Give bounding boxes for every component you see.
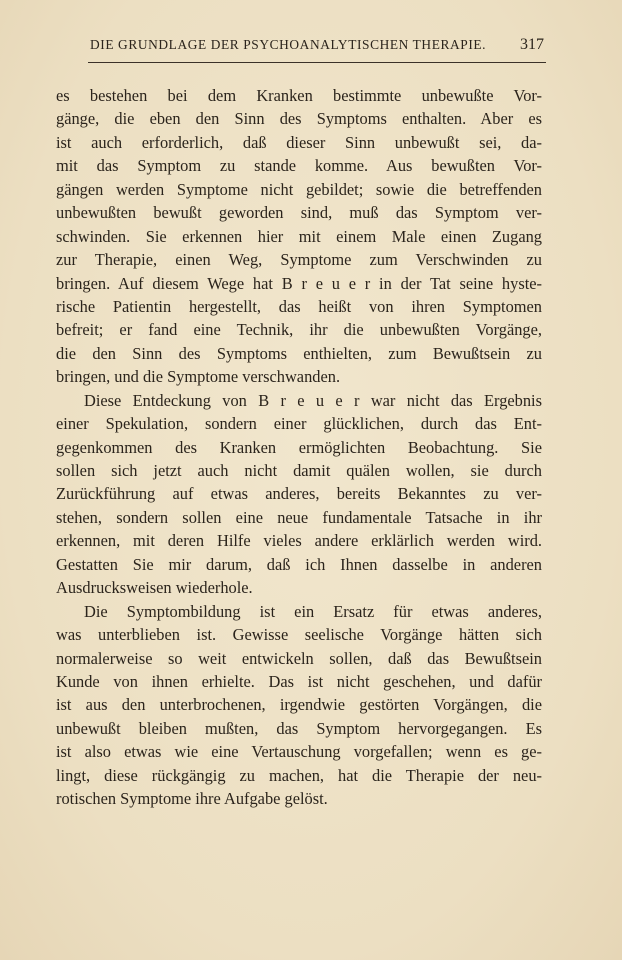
text-line: gegenkommen des Kranken ermöglichten Beobachtung. Sie (56, 437, 542, 457)
text-line: stehen, sondern sollen eine neue fundamentale Tatsache in ihr (56, 507, 542, 527)
body-text (56, 84, 542, 811)
header-rule (88, 62, 546, 63)
text-line: gängen werden Symptome nicht gebildet; sowie die betreffenden (56, 179, 542, 199)
text-line: rische Patientin hergestellt, das heißt von ihren Symptomen (56, 296, 542, 316)
text-line: erkennen, mit deren Hilfe vieles andere erklärlich werden wird. (56, 531, 542, 551)
text-line: ist also etwas wie eine Vertauschung vorgefallen; wenn es ge- (56, 742, 542, 762)
text-line: sollen sich jetzt auch nicht damit quälen wollen, sie durch (56, 461, 542, 480)
text-line: befreit; er fand eine Technik, ihr die unbewußten Vorgänge, (56, 320, 542, 340)
text-line: Die Symptombildung ist ein Ersatz für etwas anderes, (84, 601, 542, 621)
running-title: DIE GRUNDLAGE DER PSYCHOANALYTISCHEN THERAPIE. (90, 37, 487, 52)
text-line: es bestehen bei dem Kranken bestimmte unbewußte Vor- (56, 86, 542, 105)
text-line: ist aus den unterbrochenen, irgendwie gestörten Vorgängen, die (56, 695, 542, 715)
page-number: 317 (520, 36, 544, 53)
text-line: Kunde von ihnen erhielte. Das ist nicht geschehen, und dafür (56, 671, 542, 691)
text-line: Gestatten Sie mir darum, daß ich Ihnen dasselbe in anderen (56, 554, 542, 574)
text-line: die den Sinn des Symptoms enthielten, zum Bewußtsein zu (56, 343, 542, 363)
text-line: zur Therapie, einen Weg, Symptome zum Verschwinden zu (56, 250, 542, 270)
paragraph (56, 389, 542, 600)
text-line: unbewußten bewußt geworden sind, muß das Symptom ver- (56, 203, 542, 223)
text-line: mit das Symptom zu stande komme. Aus bewußten Vor- (56, 156, 542, 176)
text-line: schwinden. Sie erkennen hier mit einem Male einen Zugang (56, 226, 542, 246)
text-line: Zurückführung auf etwas anderes, bereits Bekanntes zu ver- (56, 484, 542, 504)
text-line: normalerweise so weit entwickeln sollen, daß das Bewußtsein (56, 648, 542, 668)
text-line: was unterblieben ist. Gewisse seelische Vorgänge hätten sich (56, 625, 542, 645)
text-line: gänge, die eben den Sinn des Symptoms enthalten. Aber es (56, 109, 542, 129)
text-line: rotischen Symptome ihre Aufgabe gelöst. (56, 789, 328, 809)
running-head (90, 36, 544, 54)
text-line: ist auch erforderlich, daß dieser Sinn unbewußt sei, da- (56, 132, 542, 152)
text-line: Diese Entdeckung von B r e u e r war nicht das Ergebnis (84, 390, 542, 410)
text-line: bringen. Auf diesem Wege hat B r e u e r in der Tat seine hyste- (56, 273, 542, 293)
paragraph (56, 84, 542, 389)
text-line: Ausdrucksweisen wiederhole. (56, 578, 253, 598)
text-line: einer Spekulation, sondern einer glücklichen, durch das Ent- (56, 414, 542, 434)
paragraph (56, 600, 542, 811)
text-line: lingt, diese rückgängig zu machen, hat die Therapie der neu- (56, 765, 542, 785)
text-line: bringen, und die Symptome verschwanden. (56, 367, 341, 387)
text-line: unbewußt bleiben mußten, das Symptom hervorgegangen. Es (56, 718, 542, 738)
